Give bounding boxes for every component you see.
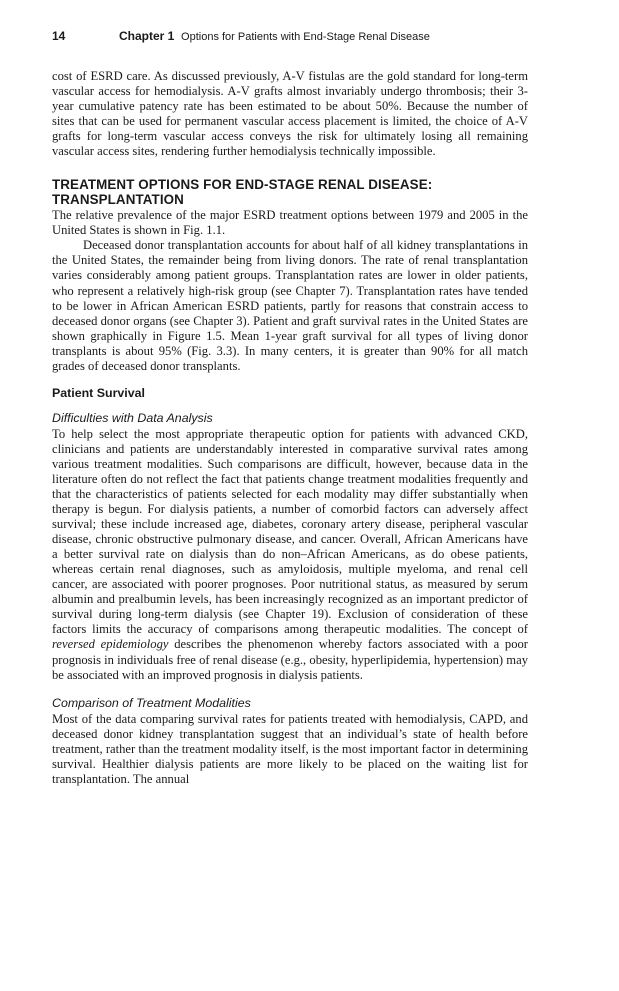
section-heading: TREATMENT OPTIONS FOR END-STAGE RENAL DISEASE: TRANSPLANTATION bbox=[52, 177, 433, 208]
chapter-label: Chapter 1 bbox=[119, 29, 175, 43]
paragraph-data-analysis-rest: describes the phenomenon whereby factors associated with a poor prognosis in individuals free of renal disease (e.g., obesity, hyperlipidemia, hypertension) may be associated with an improved prognosis in dialysis patients. bbox=[52, 637, 528, 682]
paragraph-data-analysis-text: To help select the most appropriate therapeutic option for patients with advanced CKD, clinicians and patients are understandably interested in comparative survival rates among various treatment modalities. Such comparisons are difficult, however, because data in the literature often do not reflect the fact that patients change treatment modalities frequently and that the characteristics of patients selected for each modality may differ substantially when therapy is begun. For dialysis patients, a number of comorbid factors can adversely affect survival; these include increased age, diabetes, coronary artery disease, peripheral vascular disease, chronic obstructive pulmonary disease, and cancer. Overall, African Americans have a better survival rate on dialysis than do non–African Americans, as do obese patients, whereas certain renal diagnoses, such as amyloidosis, multiple myeloma, and renal cell cancer, are associated with poorer prognoses. Poor nutritional status, as measured by serum albumin and prealbumin levels, has been increasingly recognized as an important predictor of survival during long-term dialysis (see Chapter 19). Exclusion of consideration of these factors limits the accuracy of comparisons among therapeutic modalities. The concept of bbox=[52, 426, 528, 637]
subsubheading-data-analysis: Difficulties with Data Analysis bbox=[52, 410, 213, 425]
page-number: 14 bbox=[52, 29, 66, 43]
paragraph-data-analysis bbox=[52, 427, 528, 683]
running-header bbox=[52, 28, 528, 44]
paragraph-comparison: Most of the data comparing survival rates for patients treated with hemodialysis, CAPD, and deceased donor kidney transplantation suggest that an individual’s state of health before treatment, rather than the treatment modality itself, is the most important factor in determining survival. Healthier dialysis patients are more likely to be placed on the waiting list for transplantation. The annual bbox=[52, 711, 528, 786]
book-page bbox=[52, 28, 528, 787]
emphasis-reversed-epidemiology: reversed epidemiology bbox=[52, 637, 169, 652]
paragraph-deceased-donor: Deceased donor transplantation accounts for about half of all kidney transplantations in the United States, the remainder being from living donors. The rate of renal transplantation varies considerably among patient groups. Transplantation rates are lower in older patients, who represent a relatively high-risk group (see Chapter 7). Transplantation rates have tended to be lower in African American ESRD patients, partly for reasons that constrain access to deceased donor organs (see Chapter 3). Patient and graft survival rates in the United States are shown graphically in Figure 1.5. Mean 1-year graft survival for all types of living donor transplants is about 95% (Fig. 3.3). In many centers, it is greater than 90% for all match grades of deceased donor transplants. bbox=[52, 238, 528, 373]
subsubheading-comparison: Comparison of Treatment Modalities bbox=[52, 695, 251, 710]
chapter-title: Options for Patients with End-Stage Renal Disease bbox=[181, 31, 430, 43]
subheading-patient-survival: Patient Survival bbox=[52, 385, 145, 400]
paragraph-prevalence: The relative prevalence of the major ESRD treatment options between 1979 and 2005 in the United States is shown in Fig. 1.1. bbox=[52, 208, 528, 238]
paragraph-vascular-access: cost of ESRD care. As discussed previously, A-V fistulas are the gold standard for long-term vascular access for hemodialysis. A-V grafts almost invariably undergo thrombosis; their 3-year cumulative patency rate has been estimated to be about 50%. Because the number of sites that can be used for permanent vascular access placement is limited, the choice of A-V grafts for long-term vascular access conveys the risk for ultimately losing all remaining vascular access sites, rendering further hemodialysis technically impossible. bbox=[52, 69, 528, 159]
chapter-heading bbox=[119, 28, 430, 45]
